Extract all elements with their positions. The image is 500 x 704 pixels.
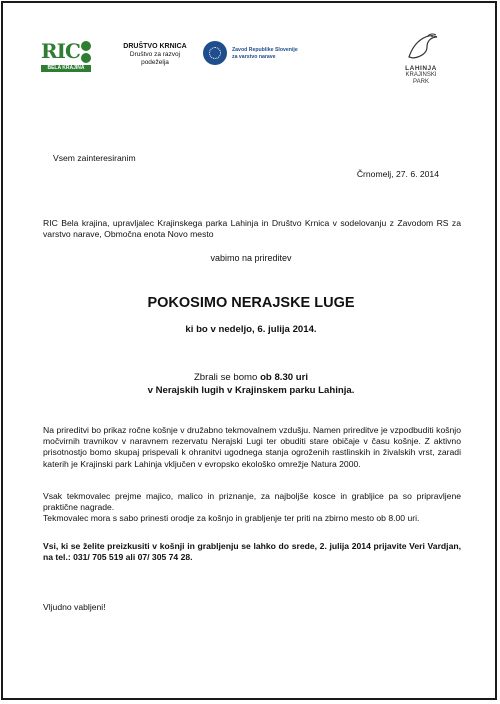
krajinski-park-lahinja-logo: [391, 29, 451, 85]
event-title: POKOSIMO NERAJSKE LUGE: [147, 295, 355, 311]
zrsvn-emblem-icon: [203, 41, 227, 65]
ric-logo-dot: [81, 41, 91, 51]
prizes-paragraph: Vsak tekmovalec prejme majico, malico in priznanje, za najboljše kosce in grabljice pa so pripravljene praktične nagrade.: [43, 491, 461, 513]
closing-line: Vljudno vabljeni!: [43, 602, 106, 612]
ric-logo-letters: RIC: [41, 39, 80, 63]
equipment-paragraph: Tekmovalec mora s sabo prinesti orodje za košnjo in grabljenje ter priti na zbirno mesto ob 8.00 uri.: [43, 513, 420, 523]
lahinja-line2: PARK: [413, 79, 429, 85]
invite-line: vabimo na prireditev: [210, 253, 292, 263]
meeting-info: [3, 372, 499, 397]
intro-paragraph: RIC Bela krajina, upravljalec Krajinskega parka Lahinja in Društvo Krnica v sodelovanju z Zavodom RS za varstvo narave, Območna enota Novo mesto: [43, 218, 461, 240]
lahinja-line1: KRAJINSKI: [405, 72, 437, 78]
ric-logo-band: BELA KRAJINA: [41, 65, 91, 72]
meeting-time-prefix: Zbrali se bomo: [193, 372, 261, 383]
meeting-place: v Nerajskih lugih v Krajinskem parku Lahinja.: [147, 384, 355, 396]
addressee: Vsem zainteresiranim: [53, 153, 136, 163]
krnica-subtitle-line2: podeželja: [141, 59, 169, 66]
letter-page: [1, 1, 497, 700]
zrsvn-text: [232, 47, 298, 61]
dateline: Črnomelj, 27. 6. 2014: [356, 169, 439, 179]
krnica-subtitle-line1: Društvo za razvoj: [129, 51, 181, 58]
zrsvn-line2: za varstvo narave: [232, 54, 276, 60]
lahinja-text: [391, 65, 451, 86]
ric-bela-krajina-logo: [41, 39, 93, 77]
zrsvn-logo: [203, 41, 333, 71]
description-paragraph: Na prireditvi bo prikaz ročne košnje v družabno tekmovalnem vzdušju. Namen prireditve je vzpodbuditi košnjo močvirnih travnikov v naravnem rezervatu Nerajski Lugi ter obuditi stare običaje v času košnje. Z aktivno prisotnostjo bomo skupaj prispevali k ohranitvi ugodnega stanja ogroženih rastlinskih in živalskih vrst, zaradi katerih je Krajinski park Lahinja vključen v evropsko ekološko omrežje Natura 2000.: [43, 425, 461, 469]
drustvo-krnica-logo: [115, 43, 195, 67]
krnica-title: DRUŠTVO KRNICA: [123, 43, 187, 50]
meeting-time-line: [3, 372, 499, 385]
registration-paragraph: Vsi, ki se želite preizkusiti v košnji in grabljenju se lahko do srede, 2. julija 2014 prijavite Veri Vardjan, na tel.: 031/ 705 519 ali 07/ 305 74 28.: [43, 541, 461, 563]
heron-icon: [405, 31, 441, 61]
event-date: ki bo v nedeljo, 6. julija 2014.: [185, 324, 317, 335]
ric-logo-dot: [81, 53, 91, 63]
meeting-time: ob 8.30 uri: [260, 372, 309, 383]
zrsvn-line1: Zavod Republike Slovenije: [232, 47, 298, 53]
lahinja-name: LAHINJA: [405, 65, 437, 72]
